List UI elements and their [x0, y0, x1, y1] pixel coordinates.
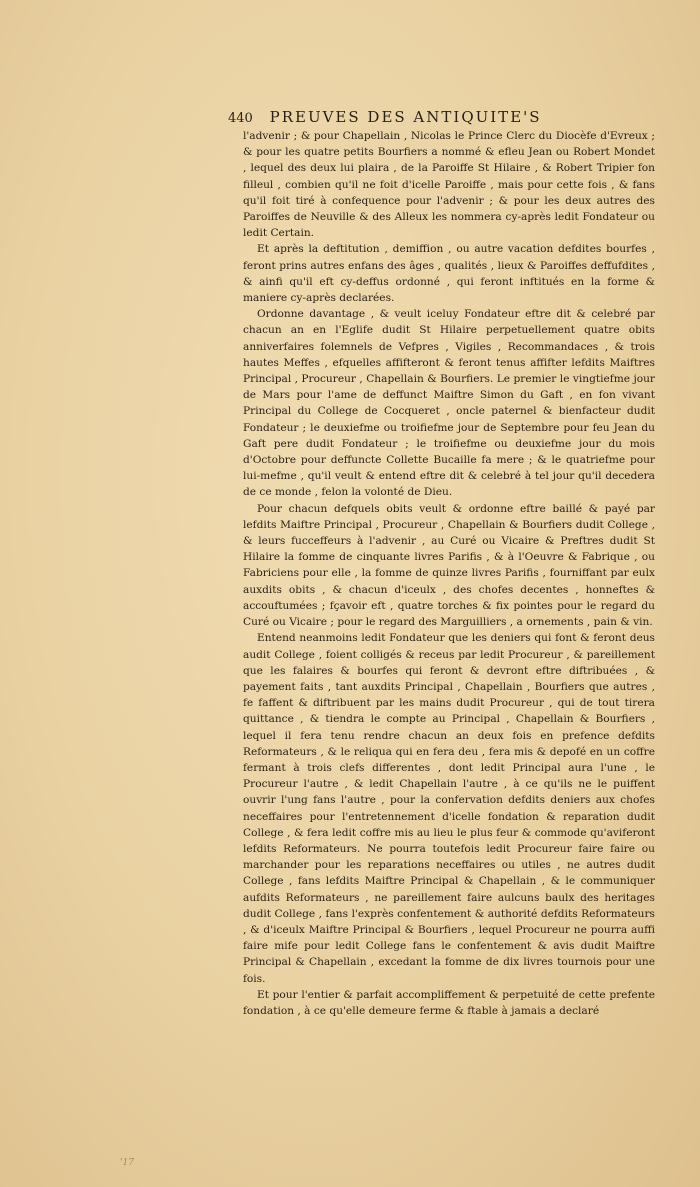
paragraph: Et pour l'entier & parfait accompliffement & perpetuité de cette prefente fondation , à ce qu'elle demeure ferme & ftable à jamais a declaré	[243, 988, 655, 1017]
paragraph: l'advenir ; & pour Chapellain , Nicolas le Prince Clerc du Diocèfe d'Evreux ; & pour les quatre petits Bourfiers a nommé & efleu Jean ou Robert Mondet , lequel des deux lui plaira , de la Paroiffe St Hilaire , & Robert Tripier fon filleul , combien qu'il ne foit d'icelle Paroiffe , mais pour cette fois , & fans qu'il foit tiré à confequence pour l'advenir ; & pour les deux autres des Paroiffes de Neuville & des Alleux les nommera cy-après ledit Fondateur ou ledit Certain.	[243, 130, 655, 240]
marginal-note: '17	[120, 1158, 134, 1168]
paragraph: Pour chacun defquels obits veult & ordonne eftre baillé & payé par lefdits Maiftre Principal , Procureur , Chapellain & Bourfiers dudit College , & leurs fucceffeurs à l'advenir , au Curé ou Vicaire & Preftres dudit St Hilaire la fomme de cinquante livres Parifis , & à l'Oeuvre & Fabrique , ou Fabriciens pour elle , la fomme de quinze livres Parifis , fourniffant par eulx auxdits obits , & chacun d'iceulx , des chofes decentes , honneftes & accouftumées ; fçavoir eft , quatre torches & fix pointes pour le regard du Curé ou Vicaire ; pour le regard des Marguilliers , a ornements , pain & vin.	[243, 502, 655, 629]
running-title: PREUVES DES ANTIQUITE'S	[269, 108, 542, 126]
paragraph: Entend neanmoins ledit Fondateur que les deniers qui font & feront deus audit College , foient colligés & receus par ledit Procureur , & pareillement que les falaires & bourfes qui feront & devront eftre diftribuées , & payement faits , tant auxdits Principal , Chapellain , Bourfiers que autres , fe faffent & diftribuent par les mains dudit Procureur , qui de tout tirera quittance , & tiendra le compte au Principal , Chapellain & Bourfiers , lequel il fera tenu rendre chacun an deux fois en prefence defdits Reformateurs , & le reliqua qui en fera deu , fera mis & depofé en un coffre fermant à trois clefs differentes , dont ledit Principal aura l'une , le Procureur l'autre , & ledit Chapellain l'autre , à ce qu'ils ne le puiffent ouvrir l'ung fans l'autre , pour la confervation defdits deniers aux chofes neceffaires pour l'entretennement d'icelle fondation & reparation dudit College , & fera ledit coffre mis au lieu le plus feur & commode qu'aviferont lefdits Reformateurs. Ne pourra toutefois ledit Procureur faire faire ou marchander pour les reparations neceffaires ou utiles , ne autres dudit College , fans lefdits Maiftre Principal & Chapellain , & le communiquer aufdits Reformateurs , ne pareillement faire aulcuns baulx des heritages dudit College , fans l'exprès confentement & authorité defdits Reformateurs , & d'iceulx Maiftre Principal & Bourfiers , lequel Procureur ne pourra auffi faire mife pour ledit College fans le confentement & avis dudit Maiftre Principal & Chapellain , excedant la fomme de dix livres tournois pour une fois.	[243, 632, 655, 985]
page-number: 440	[228, 111, 253, 126]
body-text	[243, 128, 655, 1019]
page-header	[228, 108, 658, 126]
paragraph: Ordonne davantage , & veult iceluy Fondateur eftre dit & celebré par chacun an en l'Eglife dudit St Hilaire perpetuellement quatre obits anniverfaires folemnels de Vefpres , Vigiles , Recommandaces , & trois hautes Meffes , efquelles affifteront & feront tenus affifter lefdits Maiftres Principal , Procureur , Chapellain & Bourfiers. Le premier le vingtiefme jour de Mars pour l'ame de deffunct Maiftre Simon du Gaft , en fon vivant Principal du College de Cocqueret , oncle paternel & bienfacteur dudit Fondateur ; le deuxiefme ou troifiefme jour de Septembre pour feu Jean du Gaft pere dudit Fondateur ; le troifiefme ou deuxiefme jour du mois d'Octobre pour deffuncte Collette Bucaille fa mere ; & le quatriefme pour lui-mefme , qu'il veult & entend eftre dit & celebré à tel jour qu'il decedera de ce monde , felon la volonté de Dieu.	[243, 308, 655, 499]
paragraph: Et après la deftitution , demiffion , ou autre vacation defdites bourfes , feront prins autres enfans des âges , qualités , lieux & Paroiffes deffufdites , & ainfi qu'il eft cy-deffus ordonné , qui feront inftitués en la forme & maniere cy-après declarées.	[243, 243, 655, 305]
